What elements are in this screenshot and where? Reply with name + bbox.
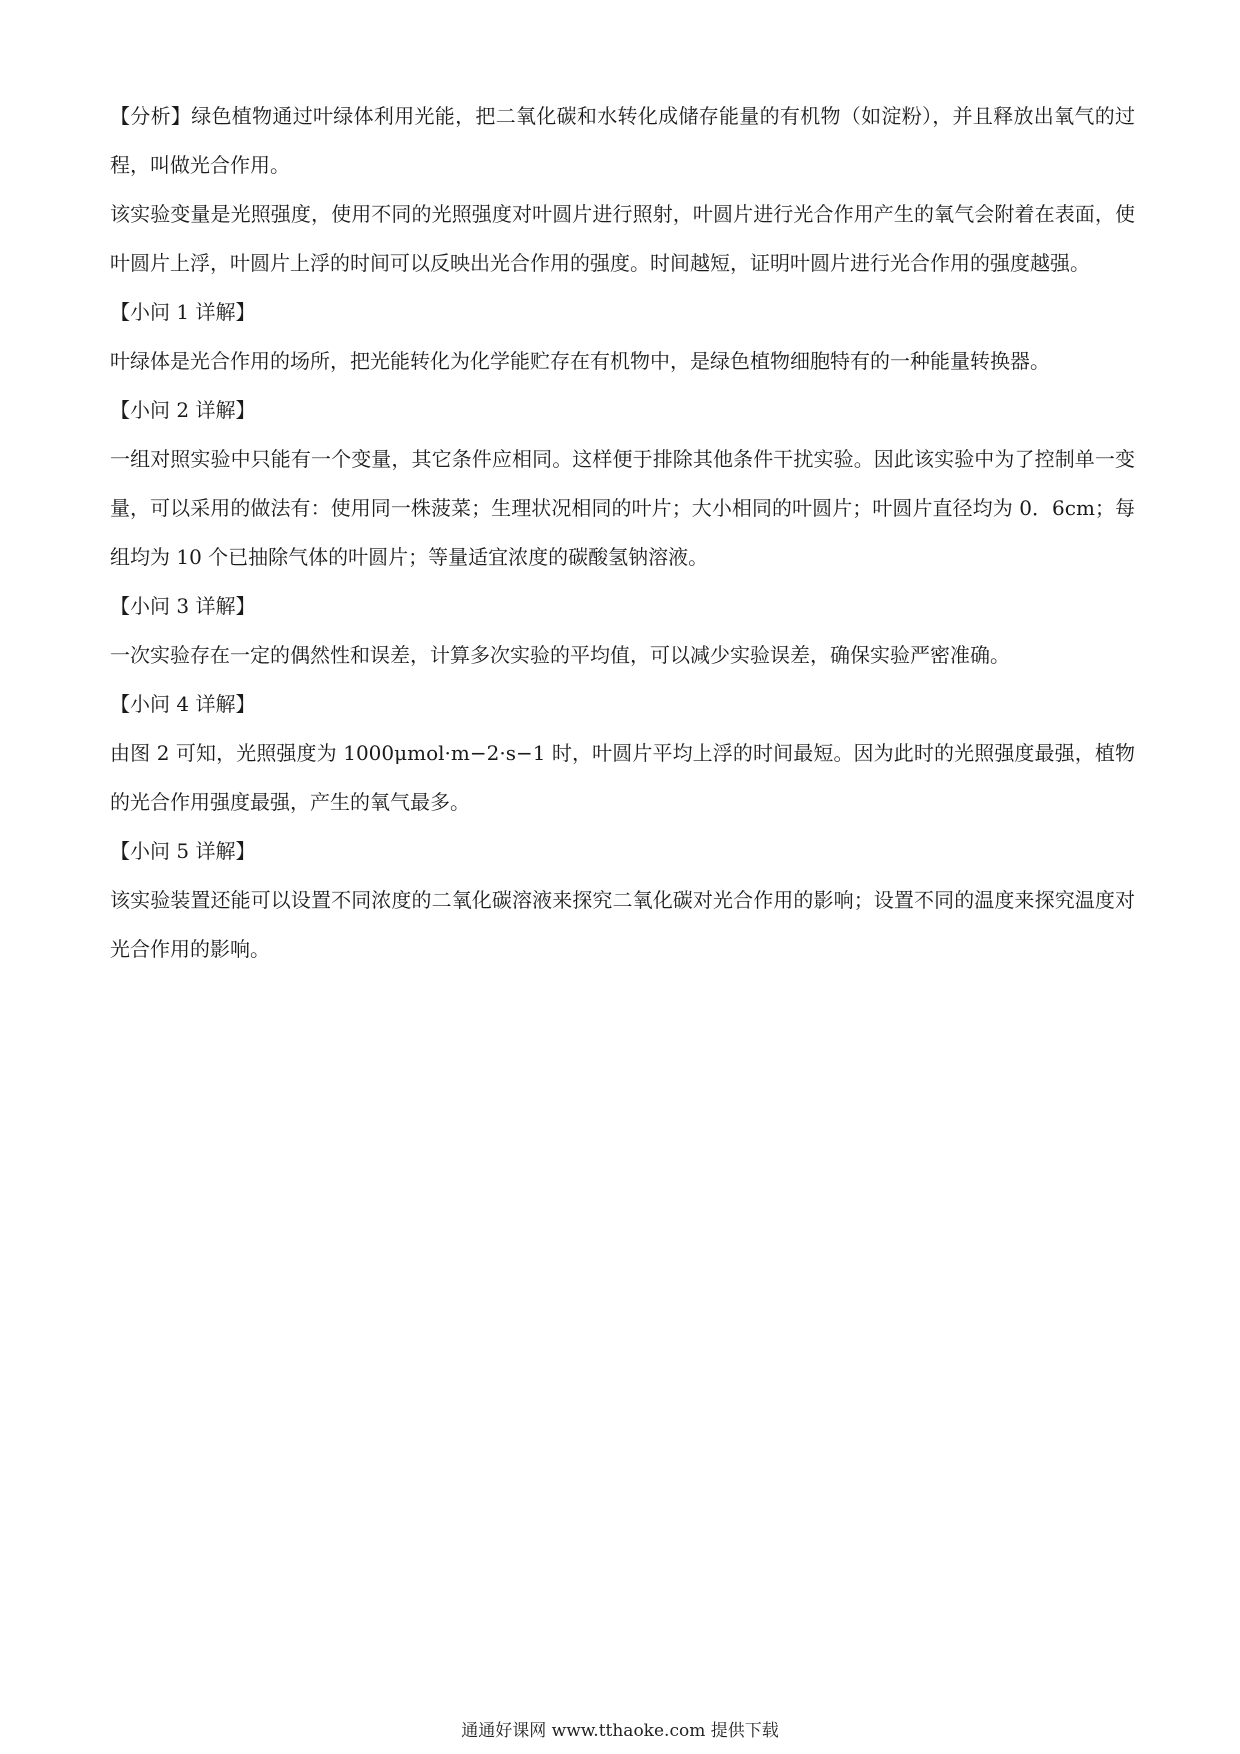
question-5-answer: 该实验装置还能可以设置不同浓度的二氧化碳溶液来探究二氧化碳对光合作用的影响；设置不同的温度来探究温度对光合作用的影响。 bbox=[110, 888, 1135, 961]
page-footer: 通通好课网 www.tthaoke.com 提供下载 bbox=[461, 1721, 779, 1741]
question-5-heading: 【小问 5 详解】 bbox=[110, 839, 256, 863]
question-2-heading: 【小问 2 详解】 bbox=[110, 398, 256, 422]
question-3-answer: 一次实验存在一定的偶然性和误差，计算多次实验的平均值，可以减少实验误差，确保实验严密准确。 bbox=[110, 643, 1010, 667]
question-1-answer: 叶绿体是光合作用的场所，把光能转化为化学能贮存在有机物中，是绿色植物细胞特有的一种能量转换器。 bbox=[110, 349, 1050, 373]
question-1-heading: 【小问 1 详解】 bbox=[110, 300, 256, 324]
question-3-heading: 【小问 3 详解】 bbox=[110, 594, 256, 618]
question-4-heading: 【小问 4 详解】 bbox=[110, 692, 256, 716]
analysis-paragraph-2: 该实验变量是光照强度，使用不同的光照强度对叶圆片进行照射，叶圆片进行光合作用产生的氧气会附着在表面，使叶圆片上浮，叶圆片上浮的时间可以反映出光合作用的强度。时间越短，证明叶圆片进行光合作用的强度越强。 bbox=[110, 202, 1135, 275]
question-4-answer: 由图 2 可知，光照强度为 1000μmol·m−2·s−1 时，叶圆片平均上浮的时间最短。因为此时的光照强度最强，植物的光合作用强度最强，产生的氧气最多。 bbox=[110, 741, 1135, 814]
question-2-answer: 一组对照实验中只能有一个变量，其它条件应相同。这样便于排除其他条件干扰实验。因此该实验中为了控制单一变量，可以采用的做法有：使用同一株菠菜；生理状况相同的叶片；大小相同的叶圆片；叶圆片直径均为 0．6cm；每组均为 10 个已抽除气体的叶圆片；等量适宜浓度的碳酸氢钠溶液。 bbox=[110, 447, 1135, 569]
document-body bbox=[110, 92, 1135, 974]
analysis-paragraph: 【分析】绿色植物通过叶绿体利用光能，把二氧化碳和水转化成储存能量的有机物（如淀粉），并且释放出氧气的过程，叫做光合作用。 bbox=[110, 104, 1135, 177]
